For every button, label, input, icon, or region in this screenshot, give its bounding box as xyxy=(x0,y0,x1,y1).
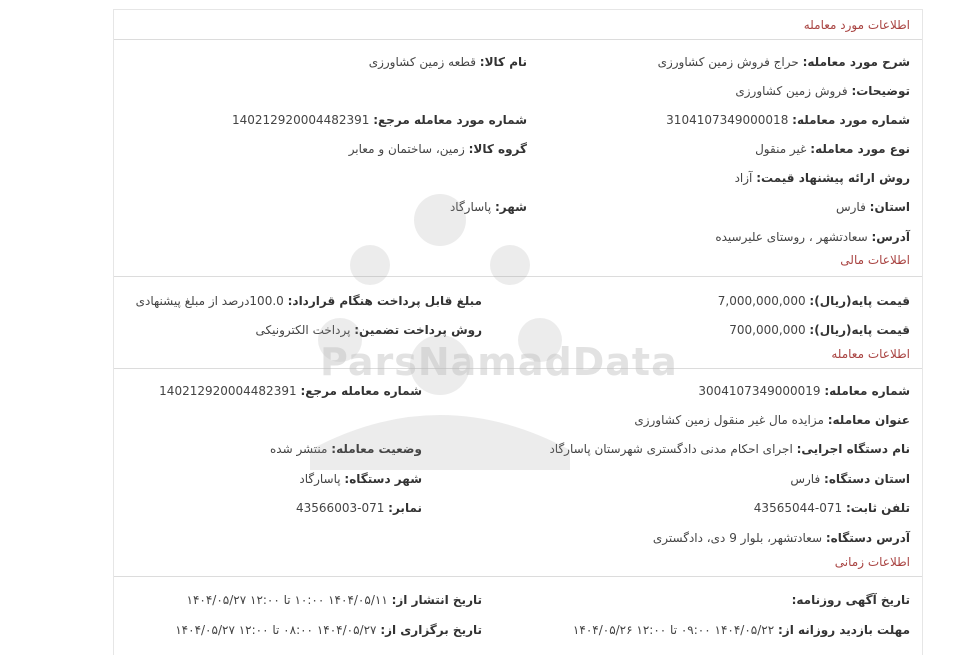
field-goods-group xyxy=(349,141,527,157)
field-deal-type xyxy=(755,141,910,157)
details-panel xyxy=(113,9,923,655)
field-value: فارس xyxy=(835,200,866,214)
field-deal-description xyxy=(658,54,910,70)
field-value: سعادتشهر ، روستای علیرسیده xyxy=(715,230,868,244)
field-label: شرح مورد معامله: xyxy=(802,55,910,69)
field-fax xyxy=(296,500,422,516)
field-hold-date xyxy=(175,622,482,638)
field-value: 140212920004482391 xyxy=(231,113,370,127)
field-notes xyxy=(735,83,910,99)
field-value: فروش زمین کشاورزی xyxy=(735,84,848,98)
field-value: ۱۴۰۴/۰۵/۲۷ ۰۸:۰۰ تا ۱۲:۰۰ ۱۴۰۴/۰۵/۲۷ xyxy=(175,623,377,637)
field-pricing-method xyxy=(735,170,910,186)
watermark-text: ParsNamadData xyxy=(320,340,678,384)
field-label: گروه کالا: xyxy=(468,142,527,156)
field-label: شهر: xyxy=(495,200,527,214)
field-label: مبلغ قابل پرداخت هنگام قرارداد: xyxy=(287,294,482,308)
field-province xyxy=(836,199,910,215)
field-org-city xyxy=(299,471,422,487)
field-visit-date xyxy=(573,622,910,638)
field-value: ۱۴۰۴/۰۵/۱۱ ۱۰:۰۰ تا ۱۲:۰۰ ۱۴۰۴/۰۵/۲۷ xyxy=(186,593,388,607)
field-value: اجرای احکام مدنی دادگستری شهرستان پاسارگاد xyxy=(549,442,793,456)
field-guarantee-method xyxy=(256,322,482,338)
field-value: 100.0درصد از مبلغ پیشنهادی xyxy=(135,294,284,308)
field-label: آدرس دستگاه: xyxy=(825,531,910,545)
field-value: پاسارگاد xyxy=(299,472,341,486)
field-org-address xyxy=(653,530,910,546)
field-deal-number xyxy=(666,112,910,128)
section-title-time: اطلاعات زمانی xyxy=(834,555,910,569)
field-label: شماره معامله: xyxy=(824,384,910,398)
field-label: نمابر: xyxy=(388,501,422,515)
section-title-financial: اطلاعات مالی xyxy=(840,253,910,267)
field-transaction-title xyxy=(634,412,910,428)
field-label: روش ارائه پیشنهاد قیمت: xyxy=(756,171,910,185)
field-label: قیمت پایه(ریال): xyxy=(809,323,910,337)
field-base-price xyxy=(718,293,910,309)
field-label: مهلت بازدید روزانه از: xyxy=(778,623,910,637)
field-label: قیمت پایه(ریال): xyxy=(809,294,910,308)
field-value: 7,000,000,000 xyxy=(717,294,806,308)
field-city xyxy=(450,199,527,215)
section-divider xyxy=(114,576,922,577)
field-label: تلفن ثابت: xyxy=(845,501,910,515)
field-label: وضعیت معامله: xyxy=(331,442,422,456)
field-value: زمین، ساختمان و معابر xyxy=(348,142,465,156)
field-value: آزاد xyxy=(734,171,753,185)
section-title-transaction: اطلاعات معامله xyxy=(831,347,910,361)
section-divider xyxy=(114,39,922,40)
field-label: شماره مورد معامله مرجع: xyxy=(373,113,527,127)
field-value: سعادتشهر، بلوار 9 دی، دادگستری xyxy=(652,531,823,545)
field-value: 071-43565044 xyxy=(753,501,843,515)
field-transaction-number xyxy=(698,383,910,399)
field-value: غیر منقول xyxy=(755,142,807,156)
field-value: 3004107349000019 xyxy=(698,384,821,398)
field-label: تاریخ آگهی روزنامه: xyxy=(791,593,910,607)
field-label: عنوان معامله: xyxy=(827,413,910,427)
field-label: نام دستگاه اجرایی: xyxy=(796,442,910,456)
section-divider xyxy=(114,276,922,277)
field-phone xyxy=(754,500,910,516)
field-item-name xyxy=(369,54,527,70)
section-title-deal: اطلاعات مورد معامله xyxy=(803,18,910,32)
field-value: پاسارگاد xyxy=(449,200,492,214)
field-label: نام کالا: xyxy=(479,55,527,69)
field-label: تاریخ انتشار از: xyxy=(391,593,482,607)
field-label: شهر دستگاه: xyxy=(344,472,422,486)
field-value: حراج فروش زمین کشاورزی xyxy=(657,55,799,69)
field-value: 140212920004482391 xyxy=(159,384,297,398)
field-label: تاریخ برگزاری از: xyxy=(380,623,482,637)
field-status xyxy=(270,441,422,457)
field-label: توضیحات: xyxy=(851,84,910,98)
field-label: آدرس: xyxy=(871,230,910,244)
field-label: استان دستگاه: xyxy=(824,472,910,486)
field-publish-date xyxy=(187,592,482,608)
field-value: پرداخت الکترونیکی xyxy=(255,323,351,337)
field-address xyxy=(715,229,910,245)
field-value: قطعه زمین کشاورزی xyxy=(368,55,476,69)
field-org-province xyxy=(790,471,910,487)
field-label: روش پرداخت تضمین: xyxy=(354,323,482,337)
field-value: 071-43566003 xyxy=(296,501,385,515)
field-base-price-guarantee xyxy=(729,322,910,338)
field-newspaper-date xyxy=(792,592,910,608)
field-value: 700,000,000 xyxy=(729,323,806,337)
field-value: ۱۴۰۴/۰۵/۲۲ ۰۹:۰۰ تا ۱۲:۰۰ ۱۴۰۴/۰۵/۲۶ xyxy=(572,623,775,637)
field-value: منتشر شده xyxy=(269,442,328,456)
field-label: نوع مورد معامله: xyxy=(810,142,910,156)
field-ref-number xyxy=(232,112,527,128)
field-transaction-ref xyxy=(159,383,422,399)
field-value: 3104107349000018 xyxy=(666,113,789,127)
field-value: فارس xyxy=(790,472,821,486)
field-label: استان: xyxy=(869,200,910,214)
field-value: مزایده مال غیر منقول زمین کشاورزی xyxy=(634,413,824,427)
field-executor xyxy=(549,441,910,457)
field-label: شماره معامله مرجع: xyxy=(300,384,422,398)
field-label: شماره مورد معامله: xyxy=(792,113,910,127)
field-contract-payment xyxy=(136,293,482,309)
